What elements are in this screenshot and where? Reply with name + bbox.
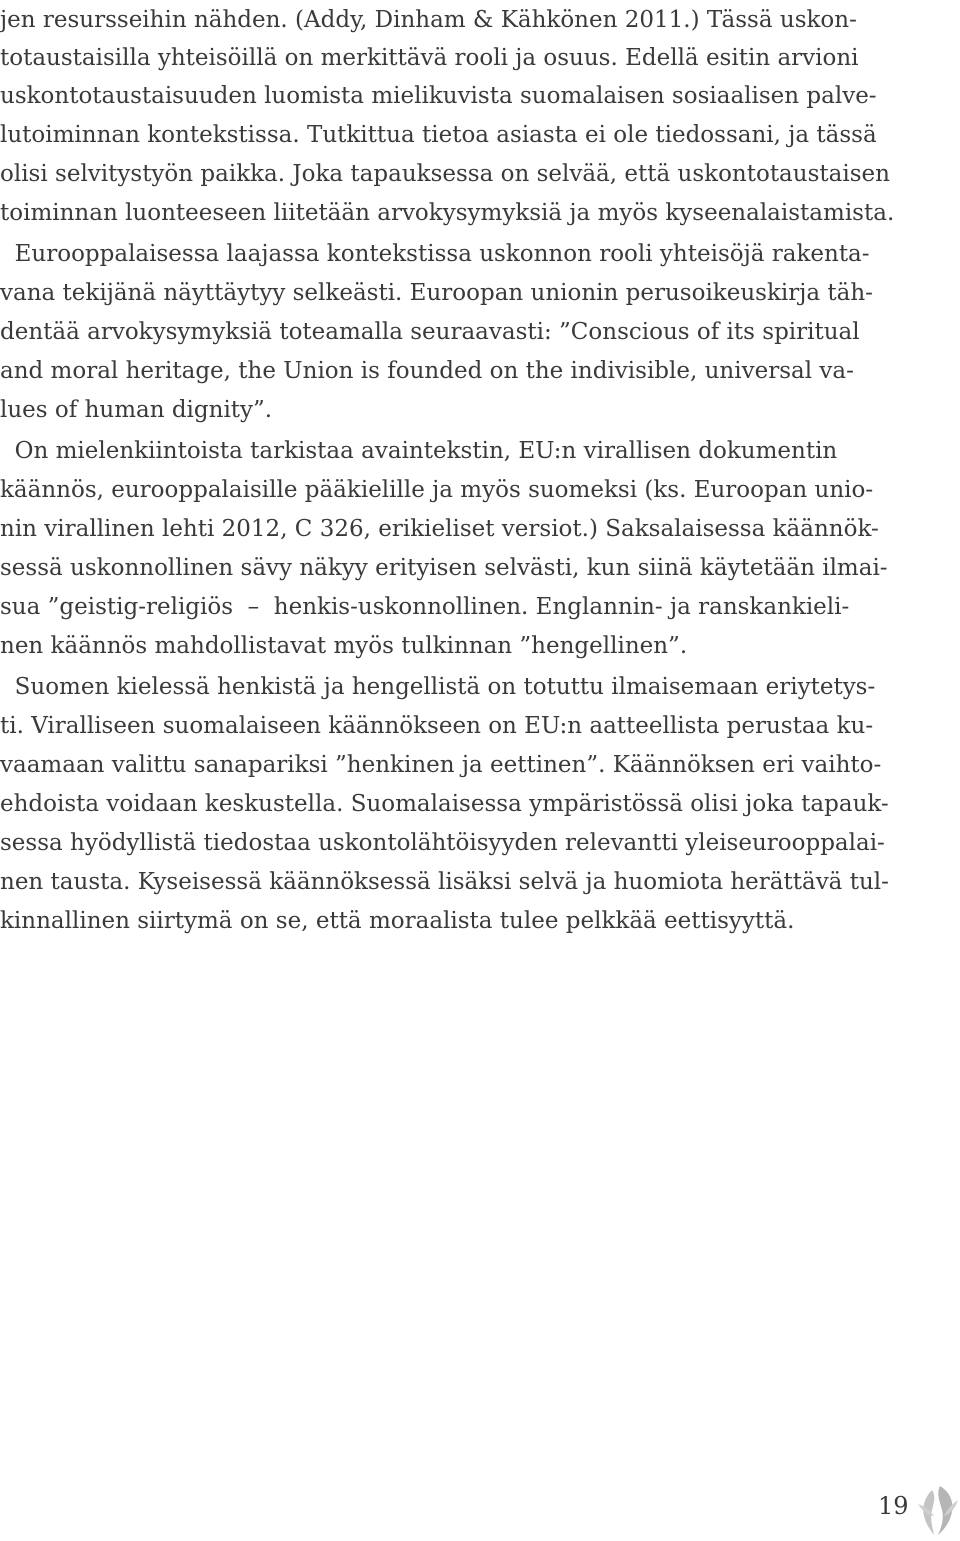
text-line: sessä uskonnollinen sävy näkyy erityisen selvästi, kun siinä käytetään ilmai- (0, 555, 888, 581)
text-line: and moral heritage, the Union is founded on the indivisible, universal va- (0, 358, 854, 384)
text-line: olisi selvitystyön paikka. Joka tapauksessa on selvää, että uskontotaustaisen (0, 161, 890, 187)
text-line: lutoiminnan kontekstissa. Tutkittua tietoa asiasta ei ole tiedossani, ja tässä (0, 122, 877, 148)
text-line: vaamaan valittu sanapariksi ”henkinen ja eettinen”. Käännöksen eri vaihto- (0, 752, 882, 778)
text-line: ehdoista voidaan keskustella. Suomalaisessa ympäristössä olisi joka tapauk- (0, 791, 889, 817)
text-line: lues of human dignity”. (0, 397, 273, 423)
page-number: 19 (878, 1492, 909, 1520)
text-line: jen resursseihin nähden. (Addy, Dinham & Kähkönen 2011.) Tässä uskon- (0, 7, 857, 33)
text-line: dentää arvokysymyksiä toteamalla seuraavasti: ”Conscious of its spiritual (0, 319, 860, 345)
text-line: toiminnan luonteeseen liitetään arvokysymyksiä ja myös kyseenalaistamista. (0, 200, 895, 226)
text-line: On mielenkiintoista tarkistaa avaintekstin, EU:n virallisen dokumentin (0, 438, 838, 464)
text-line: Suomen kielessä henkistä ja hengellistä on totuttu ilmaisemaan eriytetys- (0, 674, 876, 700)
text-line: nin virallinen lehti 2012, C 326, erikieliset versiot.) Saksalaisessa käännök- (0, 516, 879, 542)
text-line: vana tekijänä näyttäytyy selkeästi. Euroopan unionin perusoikeuskirja täh- (0, 280, 873, 306)
text-line: sua ”geistig-religiös – henkis-uskonnollinen. Englannin- ja ranskankieli- (0, 594, 850, 620)
text-line: sessa hyödyllistä tiedostaa uskontolähtöisyyden relevantti yleiseurooppalai- (0, 830, 885, 856)
text-line: kinnallinen siirtymä on se, että moraalista tulee pelkkää eettisyyttä. (0, 908, 795, 934)
publisher-logo-icon (914, 1482, 960, 1537)
text-line: uskontotaustaisuuden luomista mielikuvista suomalaisen sosiaalisen palve- (0, 83, 877, 109)
text-line: nen tausta. Kyseisessä käännöksessä lisäksi selvä ja huomiota herättävä tul- (0, 869, 889, 895)
text-line: totaustaisilla yhteisöillä on merkittävä rooli ja osuus. Edellä esitin arvioni (0, 45, 859, 71)
text-line: nen käännös mahdollistavat myös tulkinnan ”hengellinen”. (0, 633, 688, 659)
text-line: käännös, eurooppalaisille pääkielille ja myös suomeksi (ks. Euroopan unio- (0, 477, 874, 503)
text-line: Eurooppalaisessa laajassa kontekstissa uskonnon rooli yhteisöjä rakenta- (0, 241, 870, 267)
text-line: ti. Viralliseen suomalaiseen käännökseen on EU:n aatteellista perustaa ku- (0, 713, 874, 739)
